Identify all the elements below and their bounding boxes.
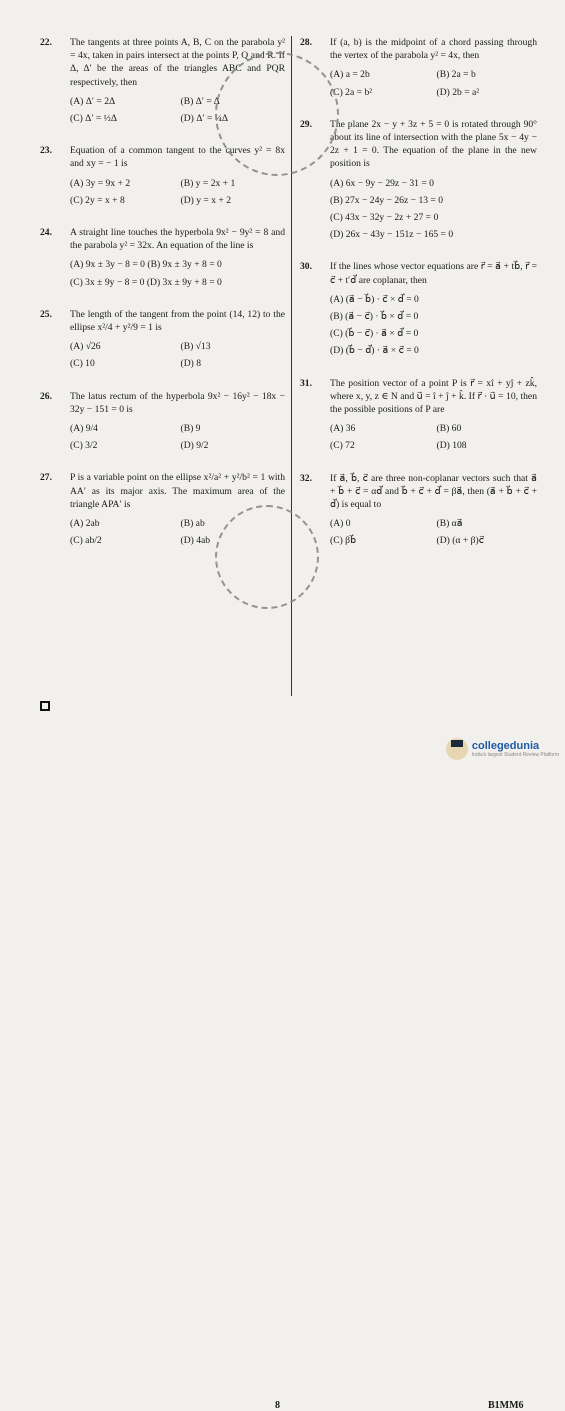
answer-option: (B) ab (180, 518, 205, 530)
question-text: If a⃗, b⃗, c⃗ are three non-coplanar vectors such that a⃗ + b⃗ + c⃗ = αd⃗ and b⃗ + c⃗ + d⃗ = βa⃗, then (a⃗ + b⃗ + c⃗ + d⃗) is equal to (330, 472, 537, 511)
question (40, 226, 285, 293)
answer-option: (D) Δ′ = ¼Δ (180, 113, 229, 125)
answer-option: (D) (α + β)c⃗ (436, 535, 484, 547)
answer-option: (D) (b⃗ − d⃗) · a⃗ × c⃗ = 0 (330, 345, 419, 357)
answer-option: (C) 3x ± 9y − 8 = 0 (D) 3x ± 9y + 8 = 0 (70, 276, 222, 288)
answer-option: (B) √13 (180, 341, 211, 353)
answer-option: (C) (b⃗ − c⃗) · a⃗ × d⃗ = 0 (330, 328, 419, 340)
answer-option: (D) 8 (180, 358, 202, 370)
answer-option: (D) 108 (436, 440, 467, 452)
option-list (70, 422, 285, 456)
answer-option: (A) 3y = 9x + 2 (70, 177, 131, 189)
question-body (70, 390, 285, 457)
answer-option: (A) 0 (330, 518, 351, 530)
question-text: Equation of a common tangent to the curves y² = 8x and xy = − 1 is (70, 145, 285, 170)
answer-option: (D) 4ab (180, 535, 211, 547)
answer-option: (C) Δ′ = ½Δ (70, 113, 118, 125)
option-list (70, 177, 285, 211)
answer-option: (B) 27x − 24y − 26z − 13 = 0 (330, 194, 444, 206)
option-list (70, 258, 285, 292)
answer-option: (D) 9/2 (180, 440, 209, 452)
answer-option: (B) 2a = b (436, 69, 476, 81)
option-list (330, 517, 537, 551)
answer-option: (A) (a⃗ − b⃗) · c⃗ × d⃗ = 0 (330, 293, 419, 305)
question (300, 260, 537, 361)
answer-option: (C) 3/2 (70, 440, 98, 452)
question-number: 23. (40, 145, 52, 157)
question-text: If the lines whose vector equations are r⃗ = a⃗ + tb⃗, r⃗ = c⃗ + t′d⃗ are coplanar, then (330, 261, 537, 286)
answer-option: (A) 9/4 (70, 423, 98, 435)
answer-option: (C) 43x − 32y − 2z + 27 = 0 (330, 212, 439, 224)
option-list (330, 68, 537, 102)
answer-option: (A) √26 (70, 341, 101, 353)
option-list (330, 293, 537, 362)
question-body (330, 472, 537, 552)
question-body (330, 36, 537, 103)
board-stamp (215, 505, 319, 609)
answer-option: (B) αa⃗ (436, 518, 463, 530)
answer-option: (D) 26x − 43y − 151z − 165 = 0 (330, 229, 454, 241)
answer-option: (A) 9x ± 3y − 8 = 0 (B) 9x ± 3y + 8 = 0 (70, 259, 222, 271)
answer-option: (C) βb⃗ (330, 535, 357, 547)
question-text: The length of the tangent from the point (14, 12) to the ellipse x²/4 + y²/9 = 1 is (70, 308, 285, 334)
question-number: 32. (300, 472, 312, 484)
corner-mark (40, 701, 50, 711)
brand-name: collegedunia (471, 740, 540, 752)
question-body (70, 226, 285, 293)
answer-option: (B) y = 2x + 1 (180, 177, 236, 189)
question (300, 472, 537, 552)
answer-option: (C) ab/2 (70, 535, 102, 547)
answer-option: (A) Δ′ = 2Δ (70, 95, 116, 107)
question-text: The plane 2x − y + 3z + 5 = 0 is rotated through 90° about its line of intersection with the plane 5x − 4y − 2z + 1 = 0. The equation of the plane in the new position is (330, 118, 537, 170)
option-list (70, 340, 285, 374)
question-text: The position vector of a point P is r⃗ = xî + yĵ + zk̂, where x, y, z ∈ N and u⃗ = î + ĵ + k̂. If r⃗ · u⃗ = 10, then the possible positions of P are (330, 377, 537, 416)
brand-tagline: India's largest Student Review Platform (471, 752, 559, 758)
answer-option: (B) 9 (180, 423, 201, 435)
answer-option: (B) 60 (436, 423, 462, 435)
brand-logo-icon (446, 738, 468, 760)
option-list (330, 422, 537, 456)
question-body (330, 260, 537, 361)
question-number: 30. (300, 261, 312, 273)
board-stamp (215, 52, 339, 176)
question (40, 308, 285, 375)
answer-option: (D) y = x + 2 (180, 194, 232, 206)
answer-option: (A) a = 2b (330, 69, 370, 81)
question-text: P is a variable point on the ellipse x²/a² + y²/b² = 1 with AA′ as its major axis. The maximum area of the triangle APA′ is (70, 472, 285, 510)
question-text: The latus rectum of the hyperbola 9x² − 16y² − 18x − 32y − 151 = 0 is (70, 390, 285, 415)
answer-option: (B) (a⃗ − c⃗) · b⃗ × d⃗ = 0 (330, 311, 419, 323)
question-number: 29. (300, 118, 312, 130)
question (300, 118, 537, 246)
answer-option: (C) 72 (330, 440, 355, 452)
question-text: A straight line touches the hyperbola 9x² − 9y² = 8 and the parabola y² = 32x. An equation of the line is (70, 227, 285, 252)
question-number: 31. (300, 377, 312, 389)
question (40, 390, 285, 457)
brand-watermark (446, 738, 559, 760)
question-body (70, 308, 285, 375)
answer-option: (B) Δ′ = Δ (180, 95, 220, 107)
booklet-code: B1MM6 (488, 1400, 524, 1411)
question-number: 24. (40, 227, 52, 239)
answer-option: (A) 36 (330, 423, 356, 435)
question-number: 27. (40, 472, 52, 484)
question-body (330, 377, 537, 457)
question (300, 377, 537, 457)
page-number: 8 (275, 1400, 280, 1411)
answer-option: (C) 2y = x + 8 (70, 194, 125, 206)
option-list (330, 177, 537, 246)
answer-option: (A) 6x − 9y − 29z − 31 = 0 (330, 177, 434, 189)
answer-option: (D) 2b = a² (436, 86, 480, 98)
answer-option: (A) 2ab (70, 518, 100, 530)
question-number: 28. (300, 37, 312, 48)
question-body (330, 118, 537, 246)
question-text: If (a, b) is the midpoint of a chord passing through the vertex of the parabola y² = 4x, then (330, 37, 537, 62)
answer-option: (C) 2a = b² (330, 86, 373, 98)
question-text: The tangents at three points A, B, C on the parabola y² = 4x, taken in pairs intersect at the points P, Q and R. If Δ, Δ′ be the areas of the triangles ABC and PQR respectively, then (70, 37, 285, 88)
answer-option: (C) 10 (70, 358, 95, 370)
question-number: 22. (40, 37, 52, 48)
question-number: 25. (40, 308, 52, 320)
question-number: 26. (40, 390, 52, 402)
